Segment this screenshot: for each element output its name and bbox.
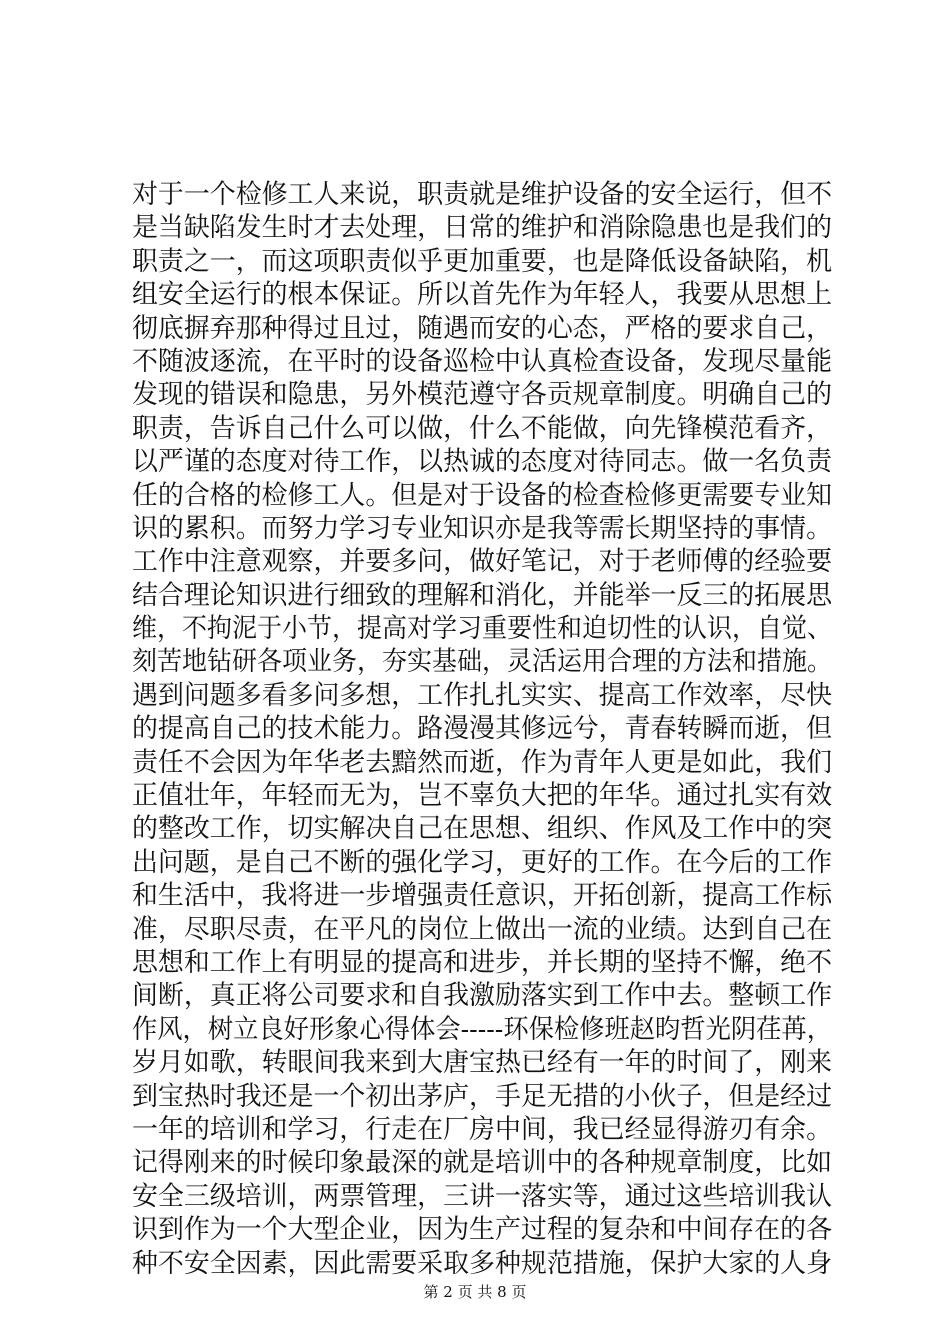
text-line: 组安全运行的根本保证。所以首先作为年轻人，我要从思想上 xyxy=(132,279,832,311)
text-line: 对于一个检修工人来说，职责就是维护设备的安全运行，但不 xyxy=(132,179,832,210)
text-line: 思想和工作上有明显的提高和进步，并长期的坚持不懈，绝不 xyxy=(132,946,832,978)
text-line: 不随波逐流，在平时的设备巡检中认真检查设备，发现尽量能 xyxy=(132,345,832,377)
text-line: 准，尽职尽责，在平凡的岗位上做出一流的业绩。达到自己在 xyxy=(132,913,832,945)
text-line: 责任不会因为年华老去黯然而逝，作为青年人更是如此，我们 xyxy=(132,746,832,778)
text-line: 出问题，是自己不断的强化学习，更好的工作。在今后的工作 xyxy=(132,846,832,878)
text-line: 任的合格的检修工人。但是对于设备的检查检修更需要专业知 xyxy=(132,479,832,511)
text-line: 正值壮年，年轻而无为，岂不辜负大把的年华。通过扎实有效 xyxy=(132,780,832,812)
text-line: 是当缺陷发生时才去处理，日常的维护和消除隐患也是我们的 xyxy=(132,212,832,244)
text-line: 工作中注意观察，并要多问，做好笔记，对于老师傅的经验要 xyxy=(132,546,832,578)
text-line: 彻底摒弃那种得过且过，随遇而安的心态，严格的要求自己， xyxy=(132,312,832,344)
text-line: 维，不拘泥于小节，提高对学习重要性和迫切性的认识，自觉、 xyxy=(132,613,832,645)
text-line: 记得刚来的时候印象最深的就是培训中的各种规章制度，比如 xyxy=(132,1147,832,1179)
text-line: 种不安全因素，因此需要采取多种规范措施，保护大家的人身 xyxy=(132,1247,832,1279)
text-line: 到宝热时我还是一个初出茅庐，手足无措的小伙子，但是经过 xyxy=(132,1080,832,1112)
text-line: 安全三级培训，两票管理，三讲一落实等，通过这些培训我认 xyxy=(132,1180,832,1212)
text-line: 间断，真正将公司要求和自我激励落实到工作中去。整顿工作 xyxy=(132,980,832,1012)
text-line: 岁月如歌，转眼间我来到大唐宝热已经有一年的时间了，刚来 xyxy=(132,1047,832,1079)
text-line: 的整改工作，切实解决自己在思想、组织、作风及工作中的突 xyxy=(132,813,832,845)
text-line: 的提高自己的技术能力。路漫漫其修远兮，青春转瞬而逝，但 xyxy=(132,713,832,745)
text-line: 职责，告诉自己什么可以做，什么不能做，向先锋模范看齐， xyxy=(132,412,832,444)
body-text xyxy=(132,178,832,1280)
text-line: 识的累积。而努力学习专业知识亦是我等需长期坚持的事情。 xyxy=(132,512,832,544)
text-line: 一年的培训和学习，行走在厂房中间，我已经显得游刃有余。 xyxy=(132,1113,832,1145)
text-line: 和生活中，我将进一步增强责任意识，开拓创新，提高工作标 xyxy=(132,880,832,912)
text-line: 以严谨的态度对待工作，以热诚的态度对待同志。做一名负责 xyxy=(132,446,832,478)
text-line: 遇到问题多看多问多想，工作扎扎实实、提高工作效率，尽快 xyxy=(132,679,832,711)
text-line: 作风，树立良好形象心得体会-----环保检修班赵昀哲光阴荏苒， xyxy=(132,1013,832,1045)
text-line: 结合理论知识进行细致的理解和消化，并能举一反三的拓展思 xyxy=(132,579,832,611)
text-line: 发现的错误和隐患，另外模范遵守各贡规章制度。明确自己的 xyxy=(132,379,832,411)
text-line: 刻苦地钻研各项业务，夯实基础，灵活运用合理的方法和措施。 xyxy=(132,646,832,678)
page-footer: 第 2 页 共 8 页 xyxy=(423,1283,527,1301)
text-line: 识到作为一个大型企业，因为生产过程的复杂和中间存在的各 xyxy=(132,1214,832,1246)
text-line: 职责之一，而这项职责似乎更加重要，也是降低设备缺陷，机 xyxy=(132,245,832,277)
